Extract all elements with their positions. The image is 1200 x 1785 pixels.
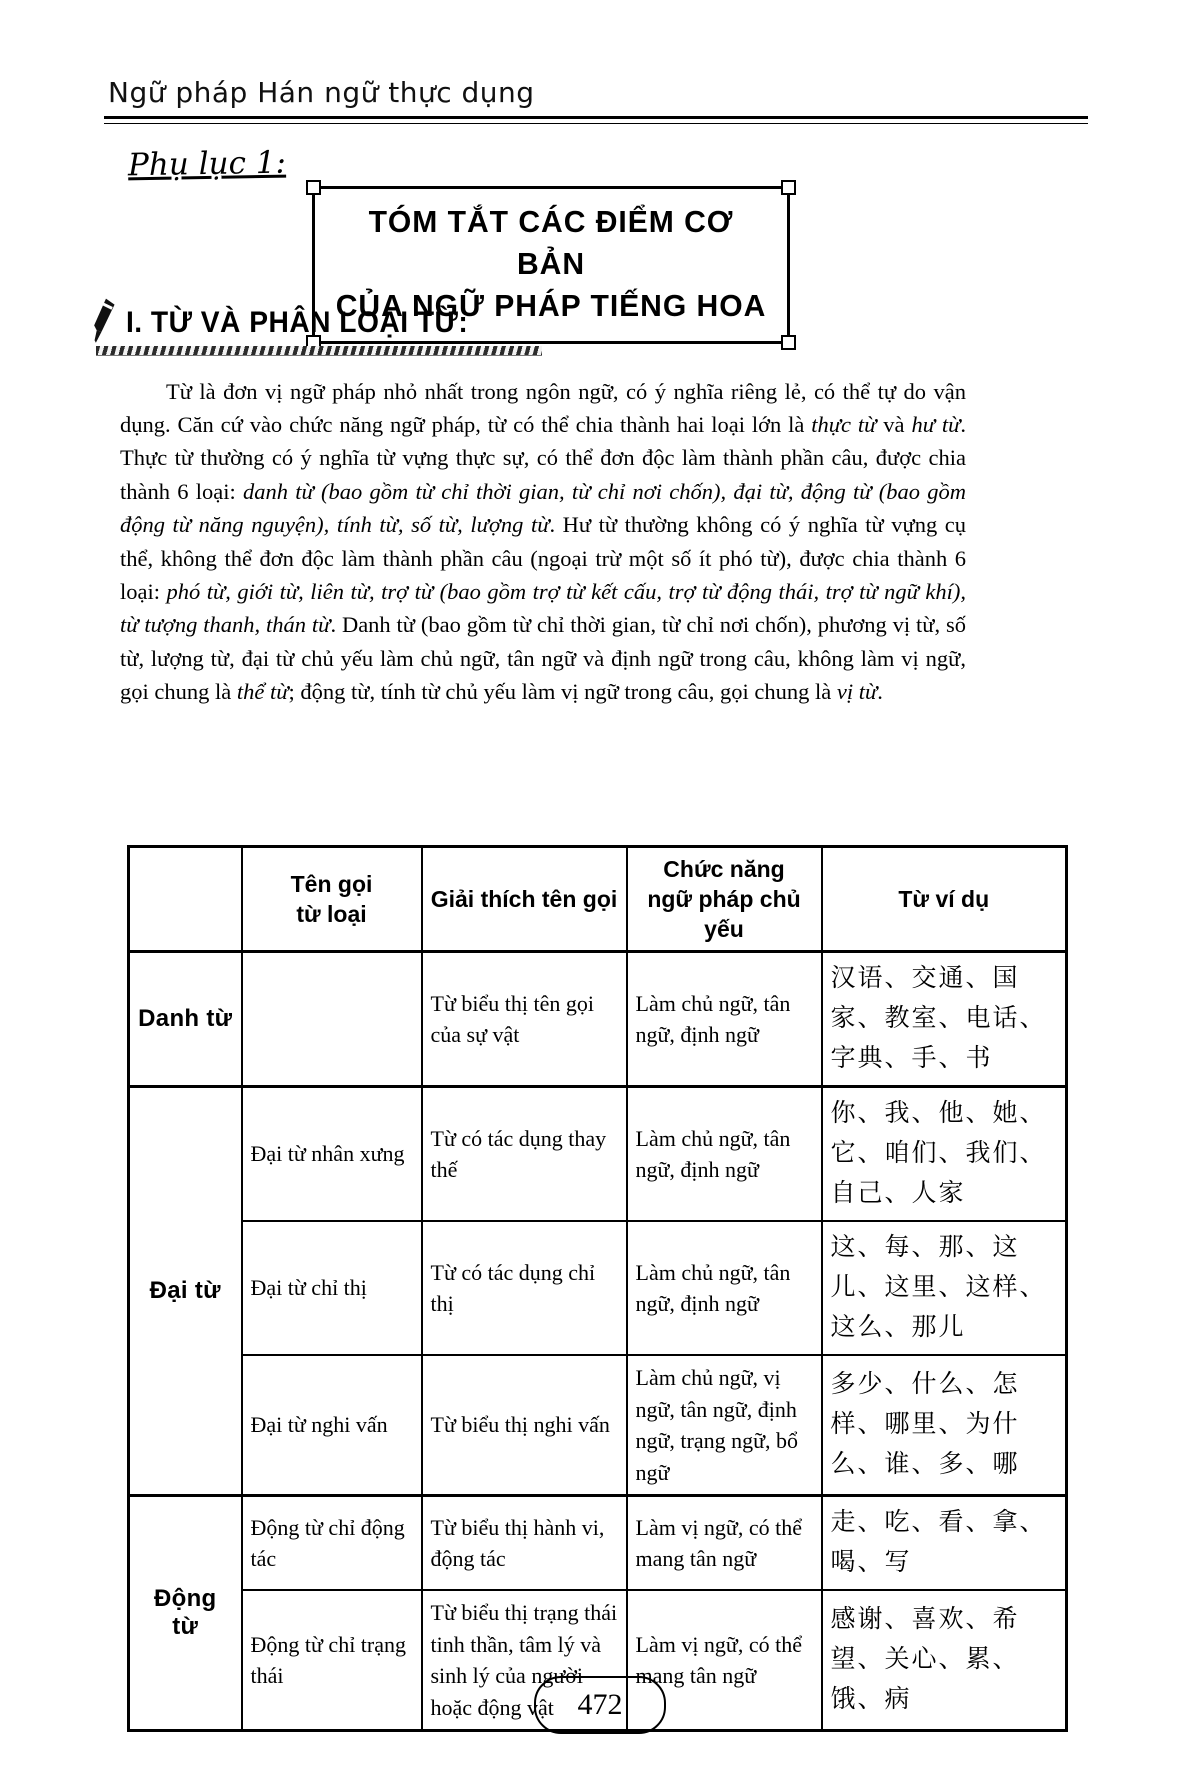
word-class-cell: Đại từ chỉ thị <box>242 1221 422 1355</box>
table-row <box>129 1496 1067 1591</box>
corner-square-icon <box>306 180 321 195</box>
group-label-cell: Đại từ <box>129 1087 242 1496</box>
term-italic: danh từ (bao gồm từ chỉ thời gian, từ chỉ nơi chốn), đại từ, động từ (bao gồm động từ năng nguyện), tính từ, số từ, lượng từ <box>120 478 967 538</box>
function-cell: Làm chủ ngữ, vị ngữ, tân ngữ, định ngữ, trạng ngữ, bổ ngữ <box>627 1355 822 1496</box>
column-header: Giải thích tên gọi <box>422 847 627 952</box>
explanation-cell: Từ có tác dụng thay thế <box>422 1087 627 1222</box>
paragraph-text: ; động từ, tính từ chủ yếu làm vị ngữ trong câu, gọi chung là <box>288 679 837 705</box>
word-class-cell: Đại từ nghi vấn <box>242 1355 422 1496</box>
pen-icon <box>84 298 122 350</box>
paragraph-text: và <box>876 411 912 437</box>
chapter-title-line-1: TÓM TẮT CÁC ĐIỂM CƠ BẢN <box>368 204 734 281</box>
explanation-cell: Từ biểu thị nghi vấn <box>422 1355 627 1496</box>
examples-cell: 感谢、喜欢、希望、关心、累、饿、病 <box>822 1590 1067 1731</box>
word-class-cell: Đại từ nhân xưng <box>242 1087 422 1222</box>
explanation-cell: Từ biểu thị trạng thái tinh thần, tâm lý và sinh lý của người hoặc động vật <box>422 1590 627 1731</box>
table-row <box>129 952 1067 1087</box>
term-italic: phó từ, giới từ, liên từ, trợ từ (bao gồm trợ từ kết cấu, trợ từ động thái, trợ từ ngữ khí), từ tượng thanh, thán từ <box>120 578 966 638</box>
word-class-cell <box>242 952 422 1087</box>
explanation-cell: Từ có tác dụng chỉ thị <box>422 1221 627 1355</box>
corner-square-icon <box>781 180 796 195</box>
term-italic: thể từ <box>236 679 289 705</box>
examples-cell: 多少、什么、怎样、哪里、为什么、谁、多、哪 <box>822 1355 1067 1496</box>
table-header-row <box>129 847 1067 952</box>
corner-square-icon <box>781 335 796 350</box>
table-row <box>129 1221 1067 1355</box>
grammar-table <box>127 845 1068 1732</box>
section-heading: I. TỪ VÀ PHÂN LOẠI TỪ: <box>126 306 469 339</box>
explanation-cell: Từ biểu thị hành vi, động tác <box>422 1496 627 1591</box>
column-header <box>129 847 242 952</box>
section-heading-underline <box>96 346 542 356</box>
column-header: Tên gọi từ loại <box>242 847 422 952</box>
word-class-cell: Động từ chỉ trạng thái <box>242 1590 422 1731</box>
examples-cell: 走、吃、看、拿、喝、写 <box>822 1496 1067 1591</box>
column-header: Từ ví dụ <box>822 847 1067 952</box>
table-row <box>129 1087 1067 1222</box>
paragraph-text: . Danh từ (bao gồm từ chỉ thời gian, từ chỉ nơi chốn), phương vị từ, số từ, lượng từ, đại từ chủ yếu làm chủ ngữ, tân ngữ và định ngữ trong câu, không làm vị ngữ, gọi chung là <box>120 612 966 705</box>
appendix-label: Phụ lục 1: <box>127 144 287 184</box>
function-cell: Làm chủ ngữ, tân ngữ, định ngữ <box>627 1087 822 1222</box>
term-italic: vị từ <box>836 679 878 705</box>
paragraph-text: . <box>877 679 883 705</box>
group-label-cell: Danh từ <box>129 952 242 1087</box>
table-body <box>129 952 1067 1731</box>
intro-paragraph <box>120 375 966 709</box>
running-head-title: Ngữ pháp Hán ngữ thực dụng <box>108 76 535 109</box>
column-header: Chức năng ngữ pháp chủ yếu <box>627 847 822 952</box>
term-italic: hư từ <box>911 411 961 437</box>
table-row <box>129 1355 1067 1496</box>
function-cell: Làm vị ngữ, có thể mang tân ngữ <box>627 1496 822 1591</box>
function-cell: Làm vị ngữ, có thể mang tân ngữ <box>627 1590 822 1731</box>
page-number: 472 <box>577 1688 623 1721</box>
explanation-cell: Từ biểu thị tên gọi của sự vật <box>422 952 627 1087</box>
term-italic: thực từ <box>811 411 877 437</box>
examples-cell: 汉语、交通、国家、教室、电话、字典、手、书 <box>822 952 1067 1087</box>
paragraph-text: Từ là đơn vị ngữ pháp nhỏ nhất trong ngôn ngữ, có ý nghĩa riêng lẻ, có thể tự do vận dụng. Căn cứ vào chức năng ngữ pháp, từ có thể chia thành hai loại lớn là <box>120 378 966 437</box>
function-cell: Làm chủ ngữ, tân ngữ, định ngữ <box>627 1221 822 1355</box>
table-head <box>129 847 1067 952</box>
page-number-badge <box>534 1676 666 1734</box>
group-label-cell: Động từ <box>129 1496 242 1731</box>
paragraph-text: . Hư từ thường không có ý nghĩa từ vựng cụ thể, không thể đơn độc làm thành phần câu (ngoại trừ một số ít phó từ), được chia thành 6 loại: <box>120 512 966 604</box>
function-cell: Làm chủ ngữ, tân ngữ, định ngữ <box>627 952 822 1087</box>
examples-cell: 这、每、那、这儿、这里、这样、这么、那儿 <box>822 1221 1067 1355</box>
examples-cell: 你、我、他、她、它、咱们、我们、自己、人家 <box>822 1087 1067 1222</box>
chapter-title-line-2: CỦA NGỮ PHÁP TIẾNG HOA <box>335 288 767 323</box>
paragraph-text: . Thực từ thường có ý nghĩa từ vựng thực sự, có thể đơn độc làm thành phần câu, được chia thành 6 loại: <box>120 411 966 504</box>
word-class-cell: Động từ chỉ động tác <box>242 1496 422 1591</box>
running-head-rule <box>104 116 1088 124</box>
